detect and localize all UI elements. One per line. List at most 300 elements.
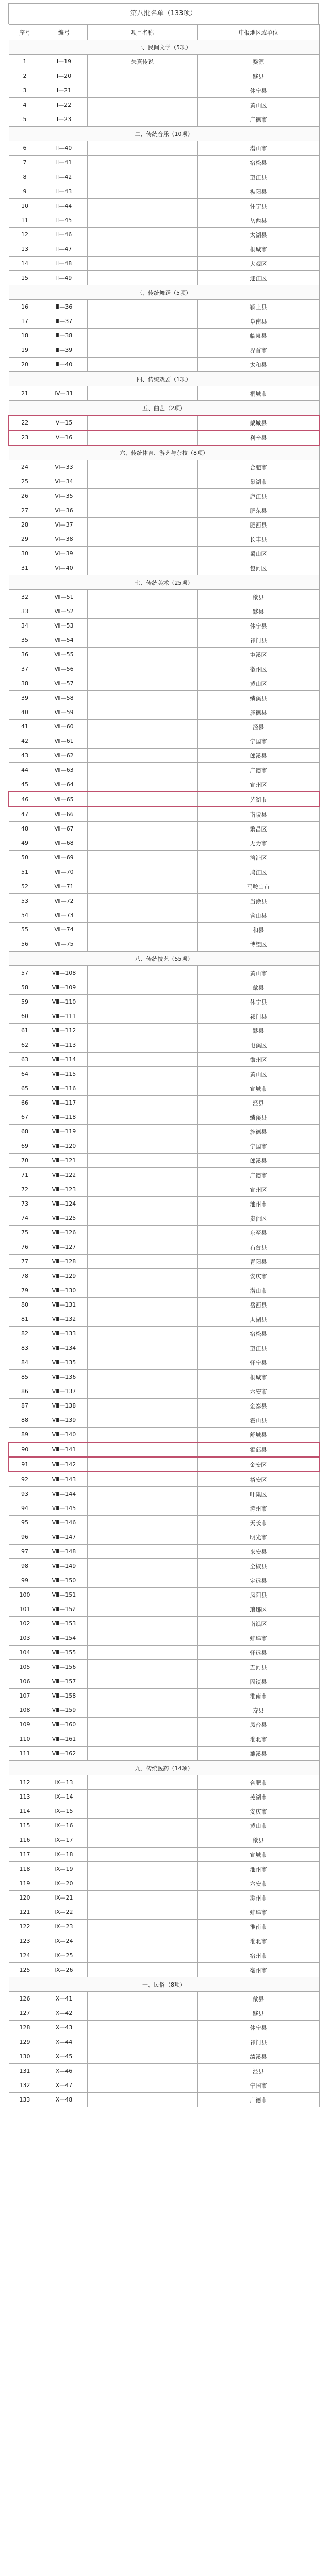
cell-code: Ⅷ—158 xyxy=(41,1689,87,1703)
cell-region: 黄山区 xyxy=(197,676,319,691)
cell-region: 淮南市 xyxy=(197,1920,319,1934)
table-row xyxy=(9,1790,319,1804)
cell-region: 颍上县 xyxy=(197,300,319,314)
cell-project xyxy=(87,1211,197,1226)
cell-index: 56 xyxy=(9,937,41,952)
cell-region: 和县 xyxy=(197,923,319,937)
cell-code: Ⅷ—139 xyxy=(41,1413,87,1428)
table-row xyxy=(9,1355,319,1370)
cell-project xyxy=(87,1992,197,2006)
cell-project xyxy=(87,1125,197,1139)
cell-index: 85 xyxy=(9,1370,41,1384)
table-row xyxy=(9,1327,319,1341)
table-body xyxy=(9,40,319,2107)
cell-region: 太湖县 xyxy=(197,228,319,242)
cell-region: 太湖县 xyxy=(197,1312,319,1327)
cell-code: Ⅶ—74 xyxy=(41,923,87,937)
cell-project xyxy=(87,1053,197,1067)
cell-index: 115 xyxy=(9,1819,41,1833)
section-row xyxy=(9,285,319,300)
cell-project xyxy=(87,720,197,734)
table-row xyxy=(9,1053,319,1067)
table-row xyxy=(9,1920,319,1934)
cell-index: 78 xyxy=(9,1269,41,1283)
cell-region: 黄山市 xyxy=(197,1819,319,1833)
cell-code: Ⅷ—142 xyxy=(41,1457,87,1472)
cell-region: 肥西县 xyxy=(197,518,319,532)
cell-index: 104 xyxy=(9,1646,41,1660)
cell-region: 裕安区 xyxy=(197,1472,319,1487)
cell-code: Ⅷ—118 xyxy=(41,1110,87,1125)
table-row xyxy=(9,749,319,763)
cell-code: Ⅶ—61 xyxy=(41,734,87,749)
cell-code: Ⅸ—15 xyxy=(41,1804,87,1819)
table-row xyxy=(9,1009,319,1024)
section-heading: 六、传统体育、游艺与杂技（8项） xyxy=(9,445,319,460)
cell-index: 57 xyxy=(9,966,41,980)
cell-code: Ⅷ—134 xyxy=(41,1341,87,1355)
column-header-project: 项目名称 xyxy=(87,25,197,40)
cell-code: Ⅷ—138 xyxy=(41,1399,87,1413)
cell-project xyxy=(87,1269,197,1283)
cell-index: 10 xyxy=(9,199,41,213)
cell-project xyxy=(87,430,197,445)
cell-project xyxy=(87,300,197,314)
cell-region: 黄山市 xyxy=(197,966,319,980)
cell-region: 五河县 xyxy=(197,1660,319,1674)
cell-region: 亳州市 xyxy=(197,1963,319,1977)
cell-project xyxy=(87,1428,197,1443)
cell-project xyxy=(87,1457,197,1472)
cell-index: 68 xyxy=(9,1125,41,1139)
cell-region: 金寨县 xyxy=(197,1399,319,1413)
cell-region: 旌德县 xyxy=(197,705,319,720)
cell-project xyxy=(87,604,197,619)
cell-code: Ⅴ—16 xyxy=(41,430,87,445)
cell-code: Ⅷ—129 xyxy=(41,1269,87,1283)
cell-project xyxy=(87,734,197,749)
cell-region: 六安市 xyxy=(197,1384,319,1399)
cell-code: Ⅷ—149 xyxy=(41,1559,87,1573)
cell-project xyxy=(87,1905,197,1920)
cell-index: 79 xyxy=(9,1283,41,1298)
table-row xyxy=(9,386,319,401)
table-row xyxy=(9,1067,319,1081)
cell-region: 蒙城县 xyxy=(197,415,319,430)
cell-region: 濉溪县 xyxy=(197,1747,319,1761)
cell-project xyxy=(87,1110,197,1125)
table-row xyxy=(9,1862,319,1876)
cell-index: 44 xyxy=(9,763,41,777)
cell-index: 9 xyxy=(9,184,41,199)
table-row xyxy=(9,1948,319,1963)
cell-project xyxy=(87,908,197,923)
cell-code: Ⅷ—109 xyxy=(41,980,87,995)
table-row xyxy=(9,1703,319,1718)
cell-code: Ⅶ—65 xyxy=(41,792,87,807)
cell-region: 泾县 xyxy=(197,2064,319,2078)
cell-index: 126 xyxy=(9,1992,41,2006)
cell-index: 70 xyxy=(9,1154,41,1168)
cell-code: Ⅹ—48 xyxy=(41,2093,87,2107)
cell-region: 泾县 xyxy=(197,720,319,734)
cell-code: Ⅹ—42 xyxy=(41,2006,87,2021)
cell-index: 30 xyxy=(9,547,41,561)
cell-project xyxy=(87,1283,197,1298)
table-row xyxy=(9,1891,319,1905)
table-row xyxy=(9,1472,319,1487)
cell-project xyxy=(87,1182,197,1197)
cell-region: 湾沚区 xyxy=(197,851,319,865)
cell-index: 51 xyxy=(9,865,41,879)
cell-code: Ⅱ—40 xyxy=(41,141,87,156)
cell-project xyxy=(87,894,197,908)
table-row xyxy=(9,590,319,604)
table-row xyxy=(9,1226,319,1240)
cell-code: Ⅶ—62 xyxy=(41,749,87,763)
cell-project xyxy=(87,923,197,937)
cell-index: 28 xyxy=(9,518,41,532)
cell-region: 东至县 xyxy=(197,1226,319,1240)
cell-index: 3 xyxy=(9,83,41,98)
cell-project xyxy=(87,1545,197,1559)
table-row xyxy=(9,474,319,489)
cell-index: 114 xyxy=(9,1804,41,1819)
cell-code: Ⅸ—26 xyxy=(41,1963,87,1977)
cell-region: 肥东县 xyxy=(197,503,319,518)
cell-region: 凤阳县 xyxy=(197,1588,319,1602)
cell-project xyxy=(87,1848,197,1862)
table-row xyxy=(9,865,319,879)
cell-index: 24 xyxy=(9,460,41,474)
cell-region: 全椒县 xyxy=(197,1559,319,1573)
cell-region: 宿松县 xyxy=(197,1327,319,1341)
cell-region: 歙县 xyxy=(197,1992,319,2006)
document-title: 第八批名单（133项） xyxy=(8,3,319,24)
cell-code: Ⅷ—124 xyxy=(41,1197,87,1211)
cell-code: Ⅱ—48 xyxy=(41,257,87,271)
cell-region: 黟县 xyxy=(197,2006,319,2021)
cell-project xyxy=(87,1009,197,1024)
cell-code: Ⅶ—67 xyxy=(41,822,87,836)
cell-region: 池州市 xyxy=(197,1197,319,1211)
table-row xyxy=(9,518,319,532)
table-row xyxy=(9,1399,319,1413)
cell-code: Ⅵ—36 xyxy=(41,503,87,518)
cell-index: 90 xyxy=(9,1442,41,1457)
cell-code: Ⅸ—19 xyxy=(41,1862,87,1876)
cell-code: Ⅹ—41 xyxy=(41,1992,87,2006)
cell-region: 宿州市 xyxy=(197,1948,319,1963)
section-heading: 九、传统医药（14项） xyxy=(9,1761,319,1775)
table-row xyxy=(9,1283,319,1298)
table-row xyxy=(9,1442,319,1457)
table-row xyxy=(9,1747,319,1761)
table-row xyxy=(9,879,319,894)
cell-index: 105 xyxy=(9,1660,41,1674)
cell-code: Ⅸ—14 xyxy=(41,1790,87,1804)
cell-index: 76 xyxy=(9,1240,41,1255)
section-row xyxy=(9,127,319,141)
cell-region: 岳西县 xyxy=(197,213,319,228)
table-row xyxy=(9,300,319,314)
table-row xyxy=(9,1168,319,1182)
cell-index: 74 xyxy=(9,1211,41,1226)
cell-project xyxy=(87,1790,197,1804)
cell-code: Ⅰ—23 xyxy=(41,112,87,127)
cell-region: 包河区 xyxy=(197,561,319,575)
cell-code: Ⅷ—125 xyxy=(41,1211,87,1226)
cell-code: Ⅷ—120 xyxy=(41,1139,87,1154)
cell-region: 鸠江区 xyxy=(197,865,319,879)
cell-project xyxy=(87,474,197,489)
cell-index: 97 xyxy=(9,1545,41,1559)
table-row xyxy=(9,995,319,1009)
table-row xyxy=(9,1718,319,1732)
cell-code: Ⅷ—150 xyxy=(41,1573,87,1588)
cell-project xyxy=(87,228,197,242)
table-row xyxy=(9,633,319,648)
cell-project xyxy=(87,2006,197,2021)
cell-project: 朱熹传说 xyxy=(87,55,197,69)
cell-index: 117 xyxy=(9,1848,41,1862)
cell-region: 广德市 xyxy=(197,763,319,777)
cell-code: Ⅱ—43 xyxy=(41,184,87,199)
cell-project xyxy=(87,112,197,127)
cell-code: Ⅶ—73 xyxy=(41,908,87,923)
cell-index: 52 xyxy=(9,879,41,894)
cell-code: Ⅸ—18 xyxy=(41,1848,87,1862)
cell-index: 131 xyxy=(9,2064,41,2078)
table-row xyxy=(9,1370,319,1384)
cell-index: 89 xyxy=(9,1428,41,1443)
cell-region: 马鞍山市 xyxy=(197,879,319,894)
cell-code: Ⅶ—72 xyxy=(41,894,87,908)
cell-index: 14 xyxy=(9,257,41,271)
cell-project xyxy=(87,1602,197,1617)
table-row xyxy=(9,1487,319,1501)
table-row xyxy=(9,1125,319,1139)
cell-index: 8 xyxy=(9,170,41,184)
cell-region: 绩溪县 xyxy=(197,1110,319,1125)
cell-region: 黟县 xyxy=(197,604,319,619)
table-row xyxy=(9,937,319,952)
table-row xyxy=(9,734,319,749)
table-row xyxy=(9,430,319,445)
cell-index: 72 xyxy=(9,1182,41,1197)
cell-index: 58 xyxy=(9,980,41,995)
cell-index: 75 xyxy=(9,1226,41,1240)
cell-code: Ⅲ—36 xyxy=(41,300,87,314)
cell-project xyxy=(87,1096,197,1110)
cell-index: 49 xyxy=(9,836,41,851)
cell-code: Ⅹ—47 xyxy=(41,2078,87,2093)
cell-code: Ⅲ—40 xyxy=(41,358,87,372)
cell-index: 11 xyxy=(9,213,41,228)
cell-region: 巢湖市 xyxy=(197,474,319,489)
table-row xyxy=(9,2006,319,2021)
table-row xyxy=(9,836,319,851)
cell-index: 40 xyxy=(9,705,41,720)
table-row xyxy=(9,1110,319,1125)
table-row xyxy=(9,69,319,83)
cell-project xyxy=(87,590,197,604)
cell-code: Ⅶ—71 xyxy=(41,879,87,894)
cell-region: 金安区 xyxy=(197,1457,319,1472)
table-row xyxy=(9,1674,319,1689)
section-heading: 八、传统技艺（55项） xyxy=(9,952,319,966)
cell-code: Ⅵ—39 xyxy=(41,547,87,561)
cell-region: 广德市 xyxy=(197,1168,319,1182)
cell-code: Ⅱ—44 xyxy=(41,199,87,213)
cell-index: 84 xyxy=(9,1355,41,1370)
cell-region: 宁国市 xyxy=(197,734,319,749)
cell-region: 蚌埠市 xyxy=(197,1905,319,1920)
cell-project xyxy=(87,822,197,836)
cell-project xyxy=(87,1963,197,1977)
cell-index: 98 xyxy=(9,1559,41,1573)
cell-region: 休宁县 xyxy=(197,2021,319,2035)
cell-region: 蚌埠市 xyxy=(197,1631,319,1646)
cell-code: Ⅶ—51 xyxy=(41,590,87,604)
cell-region: 婺源 xyxy=(197,55,319,69)
table-row xyxy=(9,1660,319,1674)
cell-code: Ⅷ—154 xyxy=(41,1631,87,1646)
cell-project xyxy=(87,1081,197,1096)
cell-region: 淮北市 xyxy=(197,1732,319,1747)
cell-index: 4 xyxy=(9,98,41,112)
cell-index: 108 xyxy=(9,1703,41,1718)
cell-index: 124 xyxy=(9,1948,41,1963)
cell-project xyxy=(87,1255,197,1269)
table-row xyxy=(9,1833,319,1848)
cell-project xyxy=(87,271,197,285)
cell-project xyxy=(87,2049,197,2064)
cell-index: 31 xyxy=(9,561,41,575)
table-row xyxy=(9,1428,319,1443)
cell-project xyxy=(87,547,197,561)
cell-project xyxy=(87,1674,197,1689)
cell-project xyxy=(87,1487,197,1501)
cell-index: 16 xyxy=(9,300,41,314)
cell-code: Ⅶ—57 xyxy=(41,676,87,691)
table-row xyxy=(9,213,319,228)
table-row xyxy=(9,1457,319,1472)
cell-project xyxy=(87,1370,197,1384)
cell-region: 屯溪区 xyxy=(197,1038,319,1053)
table-row xyxy=(9,314,319,329)
cell-project xyxy=(87,489,197,503)
cell-region: 太和县 xyxy=(197,358,319,372)
cell-region: 徽州区 xyxy=(197,1053,319,1067)
table-row xyxy=(9,55,319,69)
cell-region: 淮北市 xyxy=(197,1934,319,1948)
cell-project xyxy=(87,98,197,112)
cell-region: 祁门县 xyxy=(197,2035,319,2049)
cell-region: 桐城市 xyxy=(197,242,319,257)
cell-region: 南谯区 xyxy=(197,1617,319,1631)
table-row xyxy=(9,1804,319,1819)
cell-project xyxy=(87,69,197,83)
cell-region: 黟县 xyxy=(197,1024,319,1038)
cell-region: 安庆市 xyxy=(197,1269,319,1283)
cell-region: 临泉县 xyxy=(197,329,319,343)
cell-code: Ⅶ—60 xyxy=(41,720,87,734)
cell-index: 21 xyxy=(9,386,41,401)
table-row xyxy=(9,777,319,792)
table-row xyxy=(9,851,319,865)
cell-region: 岳西县 xyxy=(197,1298,319,1312)
table-row xyxy=(9,199,319,213)
cell-code: Ⅷ—159 xyxy=(41,1703,87,1718)
cell-index: 67 xyxy=(9,1110,41,1125)
table-row xyxy=(9,242,319,257)
cell-code: Ⅷ—146 xyxy=(41,1516,87,1530)
table-row xyxy=(9,923,319,937)
cell-project xyxy=(87,358,197,372)
cell-index: 36 xyxy=(9,648,41,662)
cell-index: 92 xyxy=(9,1472,41,1487)
cell-index: 121 xyxy=(9,1905,41,1920)
cell-code: Ⅷ—128 xyxy=(41,1255,87,1269)
cell-index: 113 xyxy=(9,1790,41,1804)
cell-code: Ⅷ—119 xyxy=(41,1125,87,1139)
cell-project xyxy=(87,995,197,1009)
section-heading: 七、传统美术（25项） xyxy=(9,575,319,590)
table-row xyxy=(9,720,319,734)
table-row xyxy=(9,1876,319,1891)
cell-index: 5 xyxy=(9,112,41,127)
cell-index: 13 xyxy=(9,242,41,257)
cell-code: Ⅶ—55 xyxy=(41,648,87,662)
cell-region: 郎溪县 xyxy=(197,1154,319,1168)
section-row xyxy=(9,445,319,460)
table-row xyxy=(9,1905,319,1920)
cell-region: 怀远县 xyxy=(197,1646,319,1660)
table-row xyxy=(9,619,319,633)
cell-region: 繁昌区 xyxy=(197,822,319,836)
cell-project xyxy=(87,1689,197,1703)
cell-code: Ⅹ—45 xyxy=(41,2049,87,2064)
cell-project xyxy=(87,836,197,851)
section-heading: 五、曲艺（2项） xyxy=(9,401,319,416)
cell-index: 82 xyxy=(9,1327,41,1341)
cell-project xyxy=(87,1168,197,1182)
cell-region: 叶集区 xyxy=(197,1487,319,1501)
cell-code: Ⅷ—137 xyxy=(41,1384,87,1399)
table-row xyxy=(9,1819,319,1833)
cell-index: 123 xyxy=(9,1934,41,1948)
table-row xyxy=(9,1096,319,1110)
cell-project xyxy=(87,460,197,474)
cell-project xyxy=(87,763,197,777)
table-row xyxy=(9,271,319,285)
cell-project xyxy=(87,242,197,257)
table-row xyxy=(9,1501,319,1516)
table-row xyxy=(9,184,319,199)
cell-project xyxy=(87,1024,197,1038)
cell-project xyxy=(87,648,197,662)
cell-index: 129 xyxy=(9,2035,41,2049)
cell-code: Ⅰ—19 xyxy=(41,55,87,69)
cell-region: 贵池区 xyxy=(197,1211,319,1226)
cell-index: 81 xyxy=(9,1312,41,1327)
table-row xyxy=(9,1631,319,1646)
cell-region: 青阳县 xyxy=(197,1255,319,1269)
cell-region: 来安县 xyxy=(197,1545,319,1559)
cell-project xyxy=(87,705,197,720)
cell-code: Ⅷ—126 xyxy=(41,1226,87,1240)
